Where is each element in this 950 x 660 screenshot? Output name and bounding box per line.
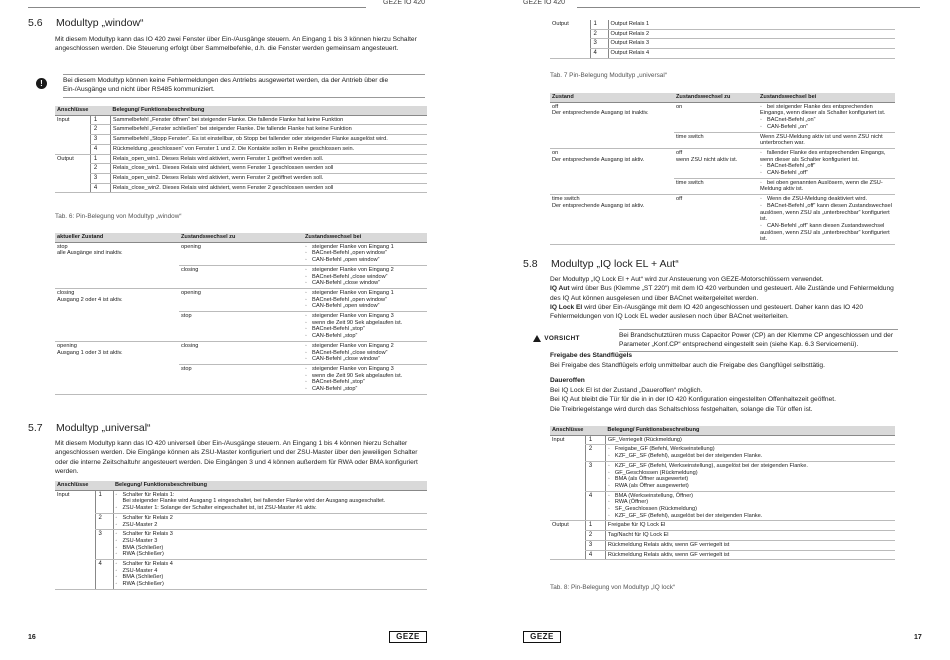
list-item: ◦ CAN-Befehl „on“ <box>760 124 893 131</box>
list-item: ◦ wenn die Zeit 90 Sek abgelaufen ist. <box>305 373 425 380</box>
window-state-table <box>55 233 427 395</box>
window-pin-table <box>55 106 427 193</box>
list-item: ◦ steigender Flanke von Eingang 3 <box>305 313 425 320</box>
list-item: ◦ CAN-Befehl „off“ kann diesen Zustandswechsel auslösen, wenn ZSU als „unterbrechbar“ konfiguriert ist. <box>760 223 893 243</box>
section-number: 5.8 <box>523 258 538 270</box>
pin-number: 3 <box>90 173 110 183</box>
paragraph: Bei IQ Lock El ist der Zustand „Daueroffen“ möglich. <box>550 387 703 394</box>
list-item: ◦ BACnet-Befehl „open window“ <box>305 297 425 304</box>
state-target: opening <box>179 242 303 265</box>
geze-logo: GEZE <box>389 631 427 643</box>
table-row <box>550 540 895 550</box>
list-item: ◦ RWA (Schließer) <box>116 581 426 588</box>
table-header: Zustandswechsel bei <box>758 93 895 102</box>
table-row <box>55 164 427 174</box>
section-number: 5.7 <box>28 422 43 434</box>
state-name: time switch <box>552 196 580 203</box>
list-item: ◦ BACnet-Befehl „off“ <box>760 163 893 170</box>
table-header: Zustand <box>550 93 674 102</box>
table-row <box>550 461 895 491</box>
pin-description: GF_Verriegelt (Rückmeldung) <box>605 435 895 445</box>
list-item: ◦ RWA (Öffner) <box>608 499 893 506</box>
state-name: on <box>552 149 559 156</box>
header-rule <box>577 7 920 8</box>
pin-number: 3 <box>585 461 605 491</box>
pin-description: Rückmeldung „geschlossen“ von Fenster 1 und 2. Die Kontakte sollen in Reihe geschlossen sein. <box>110 144 427 154</box>
table-row <box>55 490 427 513</box>
caution-text: Bei Brandschutztüren muss Capacitor Power (CP) an der Klemme CP angeschlossen und der Parameter „Konf.CP“ entsprechend eingestellt sein (siehe Kap. 6.3 Servicemenü). <box>619 329 898 352</box>
pin-description: Relais_close_win2. Dieses Relais wird aktiviert, wenn Fenster 2 geschlossen werden soll <box>110 183 427 193</box>
table-header: Zustandswechsel zu <box>674 93 758 102</box>
table-row <box>55 154 427 164</box>
table-row <box>55 183 427 193</box>
header-rule <box>28 7 366 8</box>
state-target: stop <box>179 364 303 394</box>
list-item: ◦ Schalter für Relais 2 <box>116 515 426 522</box>
pin-description: Sammelbefehl „Stopp Fenster“. Es ist einstellbar, ob Stopp bei fallender oder steigender Flanke ausgelöst wird. <box>110 135 427 145</box>
universal-pin-table <box>55 481 427 590</box>
table-row <box>55 364 427 394</box>
pin-number: 2 <box>585 531 605 541</box>
state-desc: Ausgang 2 oder 4 ist aktiv. <box>57 296 123 303</box>
list-item: ◦ Schalter für Relais 1: <box>116 492 426 499</box>
table-row <box>55 530 427 560</box>
table-row <box>55 312 427 342</box>
list-item: ◦ Schalter für Relais 3 <box>116 531 426 538</box>
section-title: Modultyp „universal“ <box>56 422 151 434</box>
list-item: ◦ BMA (Schließer) <box>116 545 426 552</box>
table-row <box>550 132 895 148</box>
list-item: ◦ steigender Flanke von Eingang 2 <box>305 343 425 350</box>
state-target: off <box>676 149 683 156</box>
state-target: on <box>674 102 758 132</box>
pin-description: Rückmeldung Relais aktiv, wenn GF verriegelt ist <box>605 540 895 550</box>
row-label: Output <box>552 21 569 27</box>
table-row <box>550 39 895 49</box>
state-name: off <box>552 103 559 110</box>
universal-output-table <box>550 20 895 59</box>
state-target: closing <box>179 341 303 364</box>
table-header: Anschlüsse <box>55 481 95 490</box>
table-row <box>550 148 895 178</box>
state-target-note: wenn ZSU nicht aktiv ist. <box>676 156 738 163</box>
list-item: ◦ KZF_GF_SF (Befehl), ausgelöst bei der steigenden Flanke. <box>608 453 893 460</box>
section-5-8-text <box>550 275 898 321</box>
list-item: ◦ BACnet-Befehl „close window“ <box>305 274 425 281</box>
pin-number: 2 <box>95 513 113 529</box>
state-target: time switch <box>674 132 758 148</box>
section-5-8-heading <box>523 258 679 270</box>
list-item: ◦ bei oben genannten Auslösern, wenn die ZSU-Meldung aktiv ist. <box>760 180 893 193</box>
list-item: ◦ ZSU-Master 3 <box>116 538 426 545</box>
pin-number: 4 <box>590 49 608 59</box>
pin-number: 2 <box>585 445 605 461</box>
pin-number: 4 <box>90 183 110 193</box>
section-5-7-intro: Mit diesem Modultyp kann das IO 420 universell über Ein-/Ausgänge steuern. An Eingang 1 bis 4 können hierzu Schalter angeschlossen werden. Die Eingänge können als ZSU-Master konfiguriert und der ZSU-Master über den jeweiligen Schalter oder die interne Zeitschaltuhr angesteuert werden. Die Eingängen 3 und 4 können außerdem für RWA oder BMA konfiguriert werden. <box>55 440 418 475</box>
pin-number: 1 <box>590 20 608 29</box>
geze-logo: GEZE <box>523 631 561 643</box>
subheading-daueroffen: Daueroffen <box>550 377 585 384</box>
state-desc: Der entsprechende Ausgang ist inaktiv. <box>552 110 649 117</box>
section-title: Modultyp „IQ lock EL + Aut“ <box>551 258 679 270</box>
pin-number: 4 <box>90 144 110 154</box>
table-header: Anschlüsse <box>55 106 90 115</box>
caution-label: VORSICHT <box>544 335 580 342</box>
pin-number: 3 <box>590 39 608 49</box>
list-item: ◦ BACnet-Befehl „stop“ <box>305 326 425 333</box>
list-item: ◦ steigender Flanke von Eingang 1 <box>305 290 425 297</box>
list-item: ◦ GF_Geschlossen (Rückmeldung) <box>608 470 893 477</box>
list-item: ◦ CAN-Befehl „open window“ <box>305 257 425 264</box>
pin-description: Output Relais 4 <box>608 49 895 59</box>
table-row <box>55 144 427 154</box>
pin-number: 4 <box>585 550 605 560</box>
table-header: aktueller Zustand <box>55 233 179 242</box>
section-number: 5.6 <box>28 17 43 29</box>
row-label: Input <box>552 436 565 443</box>
pin-description: Tag/Nacht für IQ Lock El <box>605 531 895 541</box>
section-5-6-intro: Mit diesem Modultyp kann das IO 420 zwei Fenster über Ein-/Ausgänge steuern. An Eingang 1 bis 3 können hierzu Schalter angeschlossen werden. Die Steuerung erfolgt über Sammelbefehle, d.h. die Fenster werden gemeinsam angesteuert. <box>55 36 417 53</box>
state-desc: Ausgang 1 oder 3 ist aktiv. <box>57 349 123 356</box>
state-target: off <box>674 195 758 245</box>
list-item: ◦ fallender Flanke des entsprechenden Eingangs, wenn dieser als Schalter konfiguriert ist. <box>760 150 893 163</box>
pin-number: 1 <box>90 115 110 125</box>
state-desc: alle Ausgänge sind inaktiv. <box>57 250 123 257</box>
pin-description: Sammelbefehl „Fenster schließen“ bei steigender Flanke. Die fallende Flanke hat keine Funktion <box>110 125 427 135</box>
table-row <box>55 265 427 288</box>
list-item: ◦ BACnet-Befehl „open window“ <box>305 250 425 257</box>
list-item: ◦ BACnet-Befehl „on“ <box>760 117 893 124</box>
pin-number: 1 <box>585 521 605 531</box>
header-title: GEZE IO 420 <box>383 0 426 6</box>
table-row <box>55 288 427 311</box>
table-row <box>550 550 895 560</box>
table-row <box>550 445 895 461</box>
pin-description: Output Relais 1 <box>608 20 895 29</box>
pin-number: 4 <box>95 560 113 590</box>
row-label: Input <box>57 116 70 123</box>
table-header: Belegung/ Funktionsbeschreibung <box>113 481 427 490</box>
list-item: ◦ steigender Flanke von Eingang 2 <box>305 267 425 274</box>
list-item: ◦ KZF_GF_SF (Befehl, Werkseinstellung), ausgelöst bei der steigenden Flanke. <box>608 463 893 470</box>
page-number: 16 <box>28 634 36 641</box>
pin-number: 4 <box>585 491 605 521</box>
row-label: Output <box>552 522 569 529</box>
pin-description: Freigabe für IQ Lock El <box>605 521 895 531</box>
paragraph: Der Modultyp „IQ Lock El + Aut“ wird zur Ansteuerung von GEZE-Motorschlössern verwendet. <box>550 276 824 283</box>
table-caption: Tab. 6: Pin-Belegung von Modultyp „window“ <box>55 213 182 220</box>
table-caption: Tab. 8: Pin-Belegung von Modultyp „IQ lock“ <box>550 584 676 591</box>
pin-number: 1 <box>95 490 113 513</box>
pin-description: Sammelbefehl „Fenster öffnen“ bei steigender Flanke. Die fallende Flanke hat keine Funktion <box>110 115 427 125</box>
pin-number: 3 <box>90 135 110 145</box>
state-target: stop <box>179 312 303 342</box>
table-row <box>55 341 427 364</box>
list-item: ◦ ZSU-Master 2 <box>116 522 426 529</box>
list-item-detail: Bei steigender Flanke wird Ausgang 1 eingeschaltet, bei fallender Flanke wird der Ausgang ausgeschaltet. <box>122 498 386 505</box>
pin-number: 2 <box>590 29 608 39</box>
list-item: ◦ steigender Flanke von Eingang 1 <box>305 244 425 251</box>
pin-description: Relais_open_win1. Dieses Relais wird aktiviert, wenn Fenster 1 geöffnet werden soll. <box>110 154 427 164</box>
table-header: Anschlüsse <box>550 426 585 435</box>
list-item: ◦ BACnet-Befehl „off“ kann diesen Zustandswechsel auslösen, wenn ZSU als „unterbrechbar“ konfiguriert ist. <box>760 203 893 223</box>
row-label: Input <box>57 491 70 498</box>
list-item: ◦ ZSU-Master 1: Solange der Schalter eingeschaltet ist, ist ZSU-Master #1 aktiv. <box>116 505 426 512</box>
pin-description: Output Relais 3 <box>608 39 895 49</box>
pin-description: Output Relais 2 <box>608 29 895 39</box>
state-condition: Wenn ZSU-Meldung aktiv ist und wenn ZSU nicht unterbrochen war. <box>758 132 895 148</box>
table-row <box>55 560 427 590</box>
pin-number: 1 <box>585 435 605 445</box>
section-title: Modultyp „window“ <box>56 17 144 29</box>
pin-description: Relais_open_win2. Dieses Relais wird aktiviert, wenn Fenster 2 geöffnet werden soll. <box>110 173 427 183</box>
list-item: ◦ CAN-Befehl „off“ <box>760 170 893 177</box>
table-row <box>550 435 895 445</box>
paragraph <box>550 303 898 322</box>
caution-badge <box>531 333 593 345</box>
list-item: ◦ Wenn die ZSU-Meldung deaktiviert wird. <box>760 196 893 203</box>
table-row <box>550 20 895 29</box>
state-name: closing <box>57 289 75 296</box>
list-item: ◦ CAN-Befehl „close window“ <box>305 356 425 363</box>
table-row <box>550 178 895 194</box>
list-item: ◦ BMA (als Öffner ausgewertet) <box>608 476 893 483</box>
table-row <box>550 531 895 541</box>
paragraph-text: wird über Ein-/Ausgänge mit dem IO 420 angeschlossen und gesteuert. Daher kann das IO 420 Fehlermeldungen von IQ Lock EL weder auslesen noch über BACnet weiterleiten. <box>550 303 864 321</box>
table-row <box>55 173 427 183</box>
list-item: ◦ Schalter für Relais 4 <box>116 561 426 568</box>
table-header: Belegung/ Funktionsbeschreibung <box>605 426 895 435</box>
iq-lock-pin-table <box>550 426 895 560</box>
list-item: ◦ RWA (Schließer) <box>116 551 426 558</box>
term: IQ Aut <box>550 285 570 293</box>
note-text: Bei diesem Modultyp können keine Fehlermeldungen des Antriebs ausgewertet werden, da der Antrieb über die Ein-/Ausgänge und nicht über RS485 kommuniziert. <box>63 74 425 98</box>
daueroffen-text <box>550 386 898 414</box>
list-item: ◦ CAN-Befehl „stop“ <box>305 333 425 340</box>
list-item: ◦ RWA (als Öffner ausgewertet) <box>608 483 893 490</box>
table-row <box>55 115 427 125</box>
list-item: ◦ SF_Geschlossen (Rückmeldung) <box>608 506 893 513</box>
universal-state-table <box>550 93 895 245</box>
table-header: Belegung/ Funktionsbeschreibung <box>110 106 427 115</box>
right-page <box>475 0 950 660</box>
pin-description: Relais_close_win1. Dieses Relais wird aktiviert, wenn Fenster 1 geschlossen werden soll <box>110 164 427 174</box>
list-item: ◦ Freigabe_GF (Befehl, Werkseinstellung) <box>608 446 893 453</box>
exclamation-icon: ! <box>36 78 47 89</box>
list-item: ◦ BACnet-Befehl „stop“ <box>305 379 425 386</box>
state-target: time switch <box>674 178 758 194</box>
table-row <box>55 513 427 529</box>
section-5-6-heading <box>28 17 144 29</box>
state-name: opening <box>57 342 77 349</box>
state-target: closing <box>179 265 303 288</box>
paragraph: Bei IQ Aut bleibt die Tür für die in in der IO 420 Konfiguration eingestellten Offenhaltezeit geöffnet. <box>550 396 836 404</box>
subheading-standfluegel: Freigabe des Standflügels <box>550 352 633 359</box>
table-caption: Tab. 7 Pin-Belegung Modultyp „universal“ <box>550 72 667 79</box>
list-item: ◦ BMA (Schließer) <box>116 574 426 581</box>
paragraph-text: wird über Bus (Klemme „ST 220“) mit dem IO 420 verbunden und gesteuert. Alle Zustände und Fehlermeldung des IQ Aut können ausgelesen und über BACnet weitergeleitet werden. <box>550 285 894 302</box>
list-item: ◦ KZF_GF_SF (Befehl), ausgelöst bei der steigenden Flanke. <box>608 513 893 520</box>
pin-number: 3 <box>585 540 605 550</box>
paragraph: Die Treibriegelstange wird durch das Schaltschloss festgehalten, solange die Tür offen ist. <box>550 405 813 413</box>
state-desc: Der entsprechende Ausgang ist aktiv. <box>552 156 645 163</box>
section-5-7-heading <box>28 422 151 434</box>
pin-number: 1 <box>90 154 110 164</box>
table-row <box>55 135 427 145</box>
list-item: ◦ bei steigender Flanke des entsprechenden Eingangs, wenn dieser als Schalter konfiguriert ist. <box>760 104 893 117</box>
table-row <box>550 102 895 132</box>
row-label: Output <box>57 155 74 162</box>
table-row <box>55 242 427 265</box>
pin-description: Rückmeldung Relais aktiv, wenn GF verriegelt ist <box>605 550 895 560</box>
state-desc: Der entsprechende Ausgang ist aktiv. <box>552 202 645 209</box>
table-row <box>550 29 895 39</box>
header-title: GEZE IO 420 <box>523 0 566 6</box>
table-header: Zustandswechsel zu <box>179 233 303 242</box>
page-number: 17 <box>914 634 922 641</box>
table-row <box>55 125 427 135</box>
list-item: ◦ BACnet-Befehl „close window“ <box>305 350 425 357</box>
list-item: ◦ BMA (Werkseinstellung, Öffner) <box>608 493 893 500</box>
list-item: ◦ ZSU-Master 4 <box>116 568 426 575</box>
pin-number: 2 <box>90 164 110 174</box>
term: IQ Lock El <box>550 303 583 311</box>
list-item: ◦ wenn die Zeit 90 Sek abgelaufen ist. <box>305 320 425 327</box>
table-row <box>550 491 895 521</box>
state-target: opening <box>179 288 303 311</box>
pin-number: 3 <box>95 530 113 560</box>
state-name: stop <box>57 243 68 250</box>
list-item: ◦ CAN-Befehl „open window“ <box>305 303 425 310</box>
table-row <box>550 49 895 59</box>
paragraph <box>550 284 898 303</box>
pin-number: 2 <box>90 125 110 135</box>
list-item: ◦ steigender Flanke von Eingang 3 <box>305 366 425 373</box>
table-row <box>550 195 895 245</box>
table-header: Zustandswechsel bei <box>303 233 427 242</box>
list-item: ◦ CAN-Befehl „stop“ <box>305 386 425 393</box>
standfluegel-text: Bei Freigabe des Standflügels erfolg unmittelbar auch die Freigabe des Gangflügel selbsttätig. <box>550 362 825 369</box>
table-row <box>550 521 895 531</box>
list-item: ◦ CAN-Befehl „close window“ <box>305 280 425 287</box>
